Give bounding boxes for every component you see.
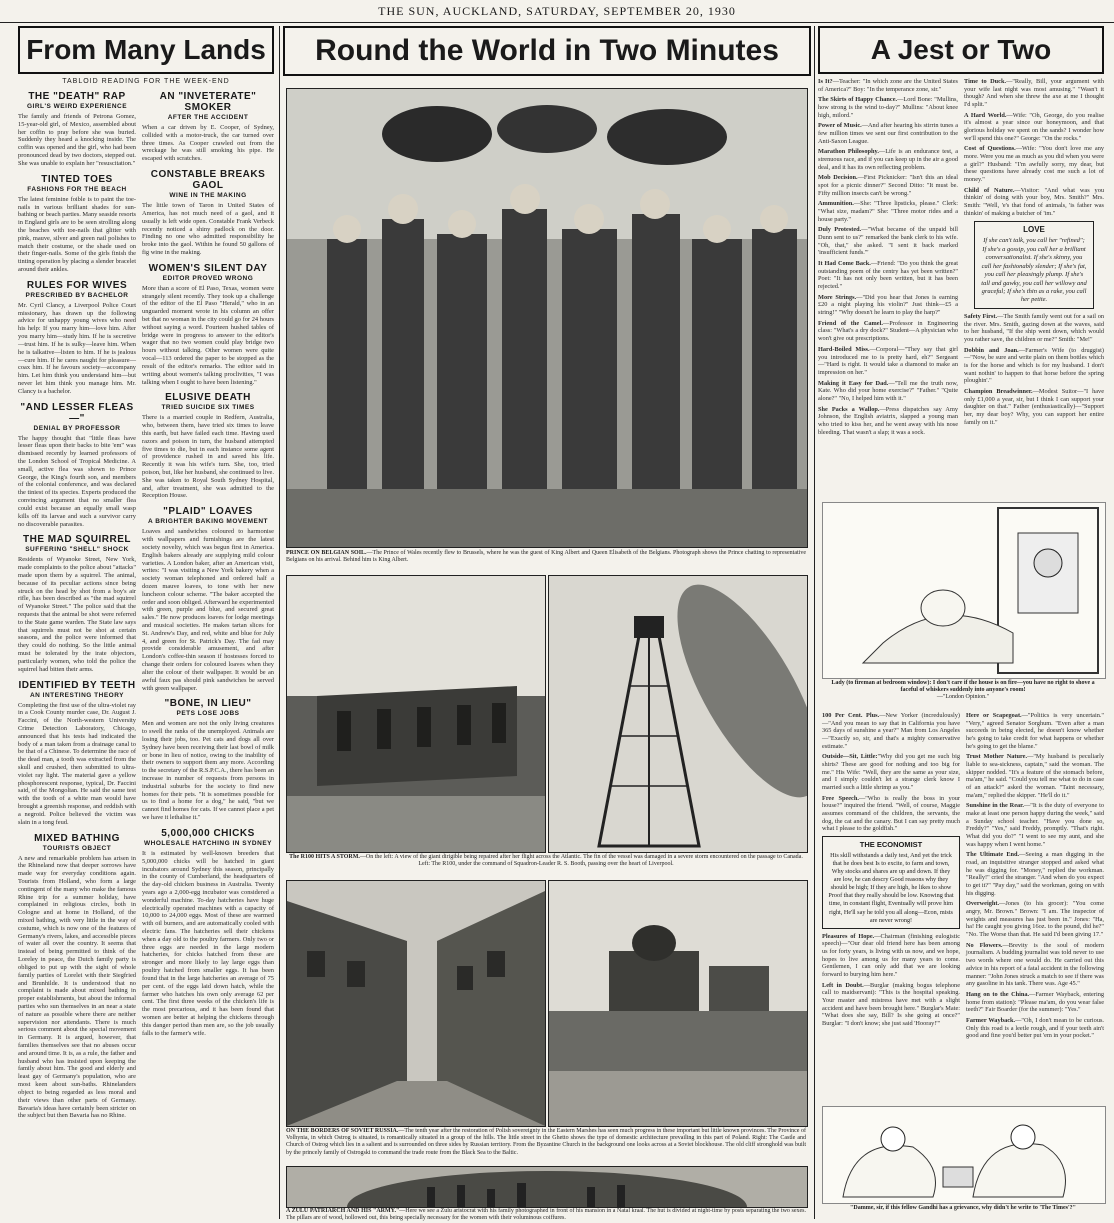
section-subtitle: TABLOID READING FOR THE WEEK-END <box>62 78 230 85</box>
section-title: Round the World in Two Minutes <box>283 26 811 76</box>
joke-item <box>818 380 958 403</box>
article-subhead: PRESCRIBED BY BACHELOR <box>25 291 129 299</box>
article-subhead: AFTER THE ACCIDENT <box>167 114 249 121</box>
joke-item <box>966 753 1104 799</box>
article-body: Mr. Cyril Clancy, a Liverpool Police Court missionary, has drawn up the following advice for unhappy young wives who need his help: If you marry him—love him. After you marry him—study him. If he is secretive—trust him. If he is sulky—leave him. When he is talkative—listen to him. If he is jealous—cure him. If he cares naught for pleasure—coax him. If he favours society—accompany him. Let him think you understand him—but never let him think you manage him. Mr. Clancy is a bachelor. <box>18 301 136 395</box>
joke-text: —She: "Three lipsticks, please." Clerk: "What size, madam?" She: "Three motor rides and a house party." <box>818 200 958 223</box>
joke-lead: Pleasures of Hope. <box>822 932 875 940</box>
joke-lead: Trust Mother Nature. <box>966 753 1028 761</box>
section-title: From Many Lands <box>18 26 274 74</box>
cartoon-gandhi-caption: "Damme, sir, if this fellow Gandhi has a grievance, why didn't he write to 'The Times'?" <box>850 1205 1076 1211</box>
joke-item <box>964 388 1104 426</box>
joke-item <box>818 200 958 223</box>
joke-item <box>818 174 958 197</box>
joke-item <box>818 260 958 291</box>
joke-item <box>818 148 958 171</box>
article-headline: WOMEN'S SILENT DAY <box>148 262 268 274</box>
jokes-lower-right <box>966 712 1104 1043</box>
joke-lead: The Ultimate End. <box>966 851 1020 859</box>
joke-lead: Hang on to the China. <box>966 990 1030 998</box>
joke-item <box>818 122 958 145</box>
article-headline: THE "DEATH" RAP <box>28 91 126 102</box>
joke-lead: It Had Come Back. <box>818 260 871 268</box>
joke-item <box>822 795 960 833</box>
joke-item <box>964 313 1104 344</box>
joke-text: —"My husband is peculiarly liable to sea-sickness, captain," said the woman. The skipper nodded. "It's a feature of the stomach before, ma'am," he said. "Could you tell me what to do in case of an attack?" asked the woman. "Taint necessary, ma'am," replied the skipper. "He'll do it." <box>966 753 1104 799</box>
joke-item <box>964 187 1104 218</box>
photo-ostrog-castle <box>548 880 808 1127</box>
article-subhead: WHOLESALE HATCHING IN SYDNEY <box>144 839 272 847</box>
article <box>18 680 136 827</box>
article <box>142 392 274 500</box>
article <box>18 833 136 1121</box>
joke-lead: Free Speech. <box>822 794 859 802</box>
joke-text: —"Who is really the boss in your house?" inquired the friend. "Well, of course, Maggie assumes command of the children, the servants, the dog, the cat and the canary. But I can say pretty much what I please to the goldfish." <box>822 794 960 833</box>
joke-text: —Brevity is the soul of modern journalism. A budding journalist was told never to use two words where one would do. He carried out this advice in his report of a fatal accident in the following manner: "John Jones struck a match to see if there was any gasoline in his tank. There was. Age 45." <box>966 941 1104 988</box>
joke-item <box>964 145 1104 183</box>
article <box>18 534 136 673</box>
joke-item <box>818 226 958 257</box>
article-body: There is a married couple in Redfern, Australia, who, between them, have tried six times to leave this earth, but have failed each time. Having used razors and poison in turn, the husband attempted five times to die, but in each instance some agent of providence rushed in and saved his life. Recently it was his wife's turn. She, too, tried poison, but, like her husband, she continued to live. She was taken to Royal South Sydney Hospital, and, after treatment, she was admitted to the Reception House. <box>142 414 274 500</box>
jokes-lower-left-2 <box>822 933 960 1028</box>
joke-item <box>966 802 1104 848</box>
joke-text: "Why did you get me such big shirts? These are good for nothing and too big for me." His Wife: "Well, they are the same as your size, and I simply couldn't let a strange clerk know I married such a little shrimp as you." <box>822 753 960 792</box>
photo-r100-repair <box>286 575 546 853</box>
photo-r100-liverpool <box>548 575 808 853</box>
article <box>142 169 274 257</box>
from-many-lands-section <box>18 26 274 1219</box>
article-subhead: TRIED SUICIDE SIX TIMES <box>161 404 255 412</box>
cartoon-fireman-caption: Lady (to fireman at bedroom window): I don't care if the house is on fire—you have no right to shove a faceful of whiskers suddenly into anyone's room! —"London Opinion." <box>831 680 1095 701</box>
joke-lead: Here or Scapegoat. <box>966 712 1022 719</box>
section-title: A Jest or Two <box>818 26 1104 74</box>
joke-text: —"Really, Bill, your argument with your wife last night was most amusing." "Wasn't it though? And when she threw the axe at me I thought I'd split." <box>964 78 1104 109</box>
article <box>18 402 136 529</box>
joke-text: —Burglar (making bogus telephone call to maidservant): "This is the hospital speaking. Your master and mistress have met with a slight accident and have been brought here." Burglar's Mate: "What does she say, Bill? Is she going at once?" Burglar: "I don't know; she just said 'Hooray!'" <box>822 981 960 1028</box>
photo-ostrog-street <box>286 880 546 1127</box>
joke-item <box>818 346 958 377</box>
joke-item <box>966 712 1104 750</box>
joke-item <box>964 347 1104 385</box>
economist-poem-box <box>822 836 960 929</box>
joke-text: —Chairman (finishing eulogistic speech)—"Our dear old friend here has been among us for forty years, is living with us now, and we hope, hopes to live among us for many years to come. Gentlemen, I can only add that we are looking forward to burying him here." <box>822 932 961 978</box>
article <box>18 91 136 168</box>
article-subhead: WINE IN THE MAKING <box>169 192 247 200</box>
joke-text: —New Yorker (incredulously)—"And you mean to say that in California you have 365 days of sunshine a year?" Man from Los Angeles—"Exactly so, sir, and that's a mighty conservative estimate." <box>822 712 960 750</box>
article <box>142 91 274 163</box>
joke-text: —"Did you hear that Jones is earning £20 a night playing his violin?" Just think—£5 a string!" "Why doesn't he learn to play the harp?" <box>818 293 958 317</box>
article-subhead: AN INTERESTING THEORY <box>29 691 125 699</box>
joke-lead: More Strings. <box>818 293 857 301</box>
love-poem-box <box>974 221 1094 309</box>
article-body: The little town of Taron in United States of America, has not much need of a gaol, and it usually is left wide open. Constable Frank Verbeck recently noticed a shiny padlock on the door. Finding no one who admitted responsibility he broke into the gaol. Within he found 50 gallons of fig wine in the making. <box>142 202 274 256</box>
article-body: The latest feminine foible is to paint the toe-nails in various brilliant shades for sun-bathing or beach parties. Many seaside resorts in England girls are to be seen strolling along the beaches with toe-nails that glitter with pink, mauve, silver and green nail polishes to match their costume, or the shade used on their finger-nails. Some of the girls finish the tinting operation by placing a slender bracelet around their ankles. <box>18 195 137 273</box>
article-subhead: DENIAL BY PROFESSOR <box>33 424 121 432</box>
joke-item <box>822 712 960 750</box>
joke-lead: Marathon Philosophy. <box>818 148 879 156</box>
joke-item <box>822 982 960 1028</box>
joke-lead: 100 Per Cent. Plus. <box>822 712 880 719</box>
joke-text: —Farmer's Wife (to druggist)—"Now, be sure and write plain on them bottles which is for the horse and which is for my husband. I don't want nothin' to happen to that horse before the spring ploughin'." <box>964 346 1104 385</box>
joke-text: —Seeing a man digging in the road, an inquisitive stranger stopped and asked what he was digging for. "Money," replied the workman. "Really!" cried the stranger. "And when do you expect to get it?" "Pay day," said the workman, going on with his digging. <box>966 851 1104 897</box>
article-subhead: FASHIONS FOR THE BEACH <box>27 185 127 193</box>
joke-text: —Corporal—"They say that girl you introduced me to is pretty hard, eh?" Sergeant—"Hard is right. It would take a diamond to make an impression on her." <box>818 345 958 376</box>
joke-text: —"It is the duty of everyone to make at least one person happy during the week," said a Sunday school teacher. "Have you done so, Freddy?" "Yes," said Freddy, promptly. "That's right. What did you do?" "I went to see my aunt, and she was happy when I went home." <box>966 802 1105 848</box>
jokes-column-right <box>964 78 1104 217</box>
jokes-lower-left <box>822 712 960 833</box>
joke-text: —Press dispatches say Amy Johnson, the English aviatrix, slapped a young man who tried to kiss her, and he went away with his nose bleeding. That wasn't a slap; it was a sock. <box>818 405 958 436</box>
joke-item <box>966 942 1104 988</box>
article <box>142 698 274 822</box>
joke-item <box>818 406 958 437</box>
article-body: Residents of Wyanoke Street, New York, made complaints to the police about "attacks" made upon them by a squirrel. The animal, because of its peculiar actions since being struck on the head by shot from a boy's air rifle, has been described as "the mad squirrel of Wyanoke Street." The police said that the requests that the animal be shot were referred to the State game warden. The State law says that squirrels must not be shot at certain seasons, and the police were informed that they could do nothing. So the little animal must be tolerated by the irate objectors, particularly women, who told the police the squirrel had bitten their arms. <box>18 556 136 673</box>
joke-text: —Farmer Wayback, entering home from station): "Please ma'am, do you wear false teeth?" Fair Boarder (for the summer): "Yes." <box>966 990 1104 1014</box>
joke-text: —First Picknicker: "Isn't this an ideal spot for a picnic dinner?" Second Ditto: "It must be. Fifty million insects can't be wrong." <box>818 174 959 197</box>
joke-text: —Jones (to his grocer): "You come angry, Mr. Brown." Brown: "I am. The inspector of weights and measures has just been in." Jones: "Ha, ha! He caught you giving 16oz. to the pound, did he?" "No. The Worse than that. He said I'd been giving 17." <box>966 900 1104 939</box>
joke-text: —Professor in Engineering class: "What's a dry dock?" Student—A physician who won't give out prescriptions. <box>818 319 958 343</box>
article-headline: 5,000,000 CHICKS <box>161 827 255 839</box>
joke-lead: Champion Breadwinner. <box>964 387 1033 395</box>
joke-lead: Power of Music. <box>818 122 862 130</box>
joke-lead: Cost of Questions. <box>964 145 1016 153</box>
article <box>142 263 274 387</box>
jokes-column-right-lower <box>964 313 1104 426</box>
joke-text: —Visitor: "And what was you thinkin' of doing with your boy, Mrs. Smith?" Mrs. Smith: "Well, 'e's that fond of animals, 'is father was thinkin' of making a butcher of 'im." <box>964 186 1104 217</box>
article-body: A new and remarkable problem has arisen in the Rhineland now that deeper sorrows have made way for everyday conditions again. Tourists from Holland, who form a large contingent of the many who make the famous Rhine trip for a summer holiday, have complained in religious circles, both in Cologne and at home in Holland, of the mixed bathing, with very little in the way of costume, which is now one of the features of Germany's rivers, lakes, and accessible pieces of water all over the country. It seems that instead of being permitted to think of the Loreley in peace, the Dutch family party is obliged to put up with the sight of whole family parties of Lorelei with their Siegfried and Brunhilde. It is understood that no complaint is made about mixed bathing in proper establishments, but about the informal parties who sun themselves in an near a state of nature as possible where there are neither supervision nor attendants. There is much serious comment about the special movement in Germany. It is argued, however, that families themselves see that no abuses occur and around time. It is, as a rule, the father and husband who has insisted upon keeping the family about him. The good and elderly and least gay of Germany's population, who are most keen about sun-baths. Rhinelanders object to being regarded as less moral and their views than other parts of Germany. Bavaria's ideas have certainly been stricter on the subject but then Bavaria has no Rhine. <box>18 854 136 1120</box>
article-headline: ELUSIVE DEATH <box>165 392 251 404</box>
caption-prince: PRINCE ON BELGIAN SOIL.—The Prince of Wales recently flew to Brussels, where he was the guest of King Albert and Queen Elisabeth of the Belgians. Photograph shows the Prince chatting to representative Belgians on his arrival. Behind him is King Albert. <box>286 550 807 564</box>
joke-item <box>822 753 960 791</box>
article-subhead: GIRL'S WEIRD EXPERIENCE <box>26 103 128 110</box>
joke-lead: Hard-Boiled Miss. <box>818 345 870 353</box>
joke-lead: Time to Duck. <box>964 78 1007 85</box>
joke-item <box>818 320 958 343</box>
article-headline: "AND LESSER FLEAS—" <box>20 401 134 424</box>
joke-lead: Is It? <box>818 78 833 85</box>
joke-lead: Farmer Wayback. <box>966 1016 1016 1024</box>
article-headline: CONSTABLE BREAKS GAOL <box>150 169 266 192</box>
article-headline: THE MAD SQUIRREL <box>23 534 131 546</box>
joke-item <box>966 991 1104 1014</box>
joke-item <box>818 294 958 317</box>
joke-lead: Outside—Sit, Little: <box>822 753 878 761</box>
economist-title: THE ECONOMIST <box>859 840 923 850</box>
love-lines: If she can't talk, you call her "refined"; If she's a gossip, you call her a brilliant conversationalist. If she's skinny, you call her fashionably slender; If she's fat, you call her pleasingly plump. If she's tall and gawky, you call her willowy and graceful; If she's thin as a rake, you call her petite. <box>981 237 1087 304</box>
joke-item <box>818 96 958 119</box>
article <box>18 174 136 274</box>
joke-lead: Making it Easy for Dad. <box>818 379 889 387</box>
joke-text: —"Oh, I don't mean to be curious. Only this road is a leetle rough, and if your teeth ain't good and fine you'd better put 'em in your pocket." <box>966 1016 1104 1040</box>
article-headline: "BONE, IN LIEU" <box>164 698 252 710</box>
joke-text: —Modest Suitor—"I have only £1,000 a year, sir, but I think I can support your daughter on that." Father (enthusiastically)—"Support her, my dear boy? Why, you can support her entire family on it." <box>964 387 1104 426</box>
caption-soviet-russia: ON THE BORDERS OF SOVIET RUSSIA.—The tenth year after the restoration of Polish sovereignty in the Eastern Marshes has seen much progress in these important but little known provinces. The Province of Volhynia, in which Ostrog is situated, is romantically situated in a group of the hills. The little street in the Ghetto shows the type of domestic architecture prevailing in this part of Poland. Right: The Castle and Church of Ostrog which lies in a salient and is surrounded on three sides by Russian territory. From the Byzantine Church in the background one looks across at a Soviet blockhouse. The old cliff stronghold was built by the princely family of Ostrogski to command the trade route from the Black Sea to the Baltic. <box>286 1128 806 1156</box>
joke-item <box>964 112 1104 143</box>
articles-column-right <box>142 88 274 1126</box>
joke-lead: Left in Doubt. <box>822 981 864 989</box>
photo-zulu-kraal <box>286 1166 808 1208</box>
joke-item <box>818 78 958 93</box>
joke-text: —Wife: "Oh, George, do you realise it's almost a year since our honeymoon, and that glorious holiday we spent on the sands? I wonder how we'll spend this one?" George: "On the rocks." <box>964 111 1104 142</box>
joke-lead: Duly Protested. <box>818 226 862 234</box>
article-subhead: SUFFERING "SHELL" SHOCK <box>25 546 129 554</box>
joke-lead: Ammunition. <box>818 200 854 208</box>
article-subhead: PETS LOSE JOBS <box>176 710 240 718</box>
joke-text: —Friend: "Do you think the great outstanding poem of the centry has yet been written?" Poet: "It has not only been written, but it has been rejected." <box>818 260 958 291</box>
joke-lead: Mob Decision. <box>818 174 858 182</box>
joke-text: —Wife: "You don't love me any more. Were you me as much as you did when you were a girl?" Husband: "I'm awfully sorry, my dear, but these questions have already cost me such a lot of money." <box>964 145 1104 184</box>
caption-r100: The R100 HITS A STORM.—On the left: A view of the giant dirigible being repaired after her flight across the Atlantic. The fin of the vessel was damaged in a severe storm encountered on the passage to Canada. Left: The R100, under the command of Squadron-Leader R. S. Booth, passing over the heart of Liverpool. <box>289 854 803 868</box>
joke-lead: The Skirts of Happy Chance. <box>818 96 898 104</box>
joke-lead: Safety First. <box>964 312 998 320</box>
joke-item <box>964 78 1104 109</box>
article-body: Men and women are not the only living creatures to swell the ranks of the unemployed. Animals are losing their jobs, too. Pet cats and dogs all over Sydney have been receiving their last bowl of milk or bone in lieu of notice, owing to the inability of their owners to support them any more. According to the secretary of the R.S.P.C.A., there has been an increase in number of requests from persons in industrial suburbs for the society to find new homes for their pets. "It is sometimes possible for us to find a home for a dog," he said, "but we cannot find homes for cats. If we cannot place a pet we have it lethalise it." <box>142 720 274 822</box>
article-headline: RULES FOR WIVES <box>26 279 128 291</box>
joke-lead: A Hard World. <box>964 111 1007 119</box>
joke-text: —"Tell me the truth now, Kate. Who did your home exercise?" "Father." "Quite alone?" "No, I helped him with it." <box>818 379 958 402</box>
article-body: It is estimated by well-known breeders that 5,000,000 chicks will be hatched in giant incubators around Sydney this season, principally in the county of Cumberland, the headquarters of the day-old chicken business in Australia. Twenty years ago a 2,000-egg incubator was considered a wonderful machine. To-day hatcheries have huge electrically operated machines with a capacity of 10,000 to 24,000 eggs. Most of these are warmed with oil burners, and are automatically cooled with electric fans. The hatcheries sell their chickens when a day old to the poultry farmers. Only two or three eggs are needed in the large modern hatcheries, for chicks hatched from these are stronger and more likely to lay large eggs than poultry hatched from smaller eggs. It has been found that in the large hatcheries an average of 75 per cent. of the eggs laid down hatch, while the farmer who hatches his own only average 62 per cent. The first three weeks of the chicken's life is the most precarious, and it has been found that women are better at helping the chickens through this danger period than men are, so the job usually falls to the farmer's wife. <box>142 849 274 1037</box>
joke-lead: Dobbin and Joan. <box>964 346 1019 354</box>
joke-item <box>966 851 1104 897</box>
column-rule <box>814 26 815 1219</box>
article-subhead: EDITOR PROVED WRONG <box>162 274 254 282</box>
article-subhead: TOURISTS OBJECT <box>42 844 112 852</box>
article-headline: TINTED TOES <box>41 173 113 185</box>
joke-lead: Child of Nature. <box>964 186 1015 194</box>
joke-text: —Lord Bone: "Mullins, how strong is the wind to-day?" Mullins: "About knee high, milord." <box>818 96 959 119</box>
article <box>142 828 274 1038</box>
economist-lines: His skill withstands a daily test, And yet the trick that he does best Is to excite, to farm and town, Why stocks and shares are up and down. If they are low, he can descry Good reasons why they should be high; If they are high, he likes to show Proof that they really should be low. Knowing that time, in constant flight, Eventually will prove him right, He'll say he told you all along—Econ, mists are never wrong! <box>828 852 954 924</box>
joke-lead: She Packs a Wallop. <box>818 405 880 413</box>
joke-text: —"What became of the unpaid bill Dunn sent to us?" remarked the bank clerk to his wife. "Oh, that," she asked. "I sent it back marked 'insufficient funds.'" <box>818 226 958 257</box>
article-body: The happy thought that "little fleas have lesser fleas upon their backs to bite 'em" was dismissed recently by learned professors of the London School of Tropical Medicine. A small, active flea was shown to Prince George, the King's fourth son, and members of the colonial conference, and was declared the tiniest of its species. Experts produced the convincing argument that no smaller flea could exist because an equally small wasp kills off its larvae and such a survivor carry no discoverable parasites. <box>18 434 136 528</box>
joke-lead: No Flowers. <box>966 941 1003 949</box>
photo-prince-belgium <box>286 88 808 548</box>
article <box>18 280 136 396</box>
jokes-column-left <box>818 78 958 439</box>
article-headline: IDENTIFIED BY TEETH <box>18 679 136 691</box>
masthead: THE SUN, AUCKLAND, SATURDAY, SEPTEMBER 20, 1930 <box>0 0 1114 23</box>
joke-item <box>822 933 960 979</box>
article-body: Completing the first use of the ultra-violet ray in a Cook County murder case, Dr. August J. Faccini, of the North-western University Crime Detection Laboratory, Chicago, announced that his tests had indicated the body of a man taken from a drainage canal to be that of a Chinese. To determine the race of the dead man, a tooth was extracted from the skull and crushed, then submitted to ultra-violet ray light. The material gave a yellow phosphorescent response, typical, Dr. Faccini said, of the Mongolian. He said the same test with the tooth of a white man would have brought a greenish response, and reddish with a negroid. Police believed the victim was slain in a tong feud. <box>18 701 136 826</box>
article-body: The family and friends of Petrona Gomez, 15-year-old girl, of Mexico, assembled about her coffin to pray before she was buried. Suddenly they heard a knocking inside. The coffin was opened and the girl, who had been pronounced dead by two doctors, stepped out. She was unable to explain her "resuscitation." <box>18 113 136 167</box>
joke-item <box>966 900 1104 938</box>
article-headline: MIXED BATHING <box>34 832 120 844</box>
article-subhead: A BRIGHTER BAKING MOVEMENT <box>147 518 268 526</box>
joke-text: —Teacher: "In which zone are the United States of America?" Boy: "In the temperance zone, sir." <box>818 78 959 93</box>
column-rule <box>279 26 280 1219</box>
article-body: More than a score of El Paso, Texas, women were strangely silent recently. They took up a challenge of the editor of the El Paso "Herald," who in an unguarded moment wrote in his column an offer bet that no woman in the city could go for 24 hours without saying a word. Fourteen hushed tables of bridge were in progress to answer to the editor's wager that no two women could play bridge two hours without talking. Other women were quite vocal—113 ordered the paper to be stopped as the result of the editor's remarks. The editor said in writing about women's talking proclivities, "I was talking when I ought to have been listening." <box>142 284 274 386</box>
cartoon-gandhi <box>822 1106 1106 1204</box>
joke-lead: Sunshine in the Rear. <box>966 802 1024 810</box>
joke-text: —The Smith family went out for a sail on the river. Mrs. Smith, gazing down at the waves, said to her husband, "If the ship went down, which would you rather save, the children or me?" Smith: "Me!" <box>964 312 1104 343</box>
joke-text: —"Politics is very uncertain." "Very," agreed Senator Sorghum. "Even after a man succeeds in being elected, he doesn't know whether he's going to take credit for what happens or whether he's going to get the blame." <box>966 712 1104 750</box>
article-body: When a car driven by E. Cooper, of Sydney, collided with a motor-truck, the car turned over three times. As Cooper crawled out from the wreckage he was still smoking his pipe. He escaped with scratches. <box>142 124 274 163</box>
article <box>142 506 274 692</box>
caption-zulu: A ZULU PATRIARCH AND HIS "ARMY."—Here we see a Zulu aristocrat with his family photographed in front of his mansion in a Natal kraal. The hut is divided at night-time by posts separating the two sexes. The pillars are of wood, hollowed out, this being specially necessary for the women with their voluminous coiffures. <box>286 1208 806 1222</box>
article-body: Loaves and sandwiches coloured to harmonise with wallpapers and furnishings are the latest society novelty, which was begun first in America. English bakers already are supplying mild colour varieties. A London baker, after an American visit, writes: "I was visiting a New York bakery when a society woman telephoned and ordered half a dozen mauve loaves, to tone with her new luncheon colour scheme. "The baker accepted the order and soon obliged. Afterward he experimented with green, purple and blue, and secured great sales." He now produces loaves for lodge meetings and musical societies. He makes tartan slices for St. Andrew's Day, and red, white and blue for July 4, and green for St. Patrick's Day. The fad may provide considerable amusement, and after London's coffee-thin season if hostesses forced to change their orders for coloured loaves when they alter the colour of their wallpaper. It would be an awful faux pas should pink sandwiches be served with green wallpaper. <box>142 528 274 692</box>
joke-lead: Overweight. <box>966 900 1000 908</box>
article-headline: AN "INVETERATE" SMOKER <box>159 91 257 113</box>
articles-column-left <box>18 88 136 1126</box>
article-headline: "PLAID" LOAVES <box>163 506 253 518</box>
joke-item <box>966 1017 1104 1040</box>
love-title: LOVE <box>1023 225 1045 235</box>
cartoon-fireman <box>822 502 1106 679</box>
joke-lead: Friend of the Camel. <box>818 319 883 327</box>
joke-text: —Life is an endurance test, a strenuous race, and if you can keep up in the air a good deal, and it has its own reflecting problem. <box>818 148 958 171</box>
joke-text: —And after hearing his stirrin tunes a few million times we sent our first contribution to the Anti-Saxon League. <box>818 122 958 145</box>
